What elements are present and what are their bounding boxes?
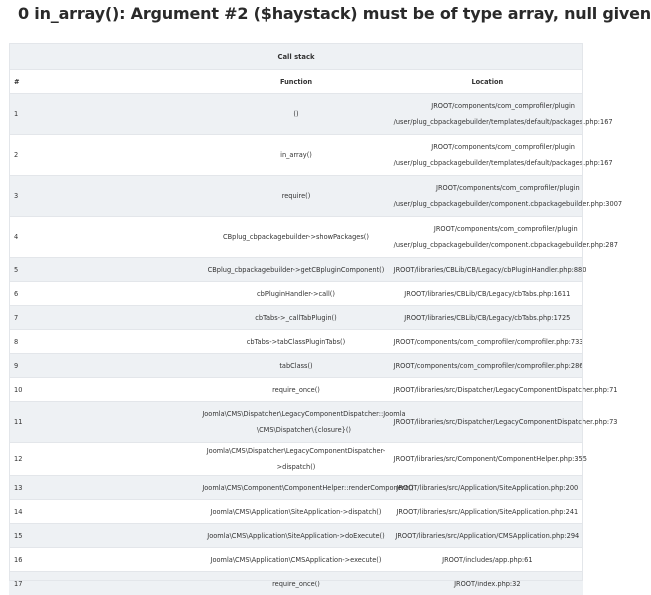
frame-function-cell (200, 135, 391, 176)
frame-function: Joomla\CMS\Dispatcher\LegacyComponentDispatcher->dispatch() (202, 443, 389, 475)
stack-frame-row (9, 282, 583, 306)
frame-function: Joomla\CMS\Application\SiteApplication->doExecute() (207, 528, 384, 544)
frame-function: in_array() (280, 147, 312, 163)
call-stack-caption: Call stack (9, 44, 583, 70)
call-stack-header-row (9, 70, 583, 94)
frame-function: cbTabs->_callTabPlugin() (255, 310, 336, 326)
frame-function-cell (200, 217, 391, 258)
frame-function: require() (282, 188, 311, 204)
frame-location-cell (392, 258, 583, 282)
frame-location: JROOT/components/com_comprofiler/plugin /user/plug_cbpackagebuilder/templates/default/packages.php:167 (394, 98, 613, 130)
frame-number: 13 (9, 476, 200, 500)
frame-location-cell (392, 94, 583, 135)
frame-location-cell (392, 402, 583, 443)
frame-function: () (293, 106, 298, 122)
frame-location-cell (392, 176, 583, 217)
frame-number: 7 (9, 306, 200, 330)
frame-location: JROOT/includes/app.php:61 (442, 552, 532, 568)
column-header-location: Location (392, 70, 583, 94)
frame-location: JROOT/index.php:32 (454, 576, 520, 592)
error-title: 0 in_array(): Argument #2 ($haystack) must be of type array, null given (18, 4, 651, 23)
frame-function-cell (200, 500, 391, 524)
stack-frame-row (9, 306, 583, 330)
frame-number: 17 (9, 572, 200, 595)
frame-location-cell (392, 330, 583, 354)
frame-number: 11 (9, 402, 200, 443)
frame-location: JROOT/libraries/src/Dispatcher/LegacyComponentDispatcher.php:71 (394, 382, 618, 398)
frame-number: 12 (9, 443, 200, 476)
frame-location: JROOT/libraries/CBLib/CB/Legacy/cbTabs.php:1611 (404, 286, 570, 302)
frame-number: 3 (9, 176, 200, 217)
call-stack-caption-row (9, 44, 583, 70)
frame-number: 14 (9, 500, 200, 524)
stack-frame-row (9, 135, 583, 176)
stack-frame-row (9, 402, 583, 443)
frame-number: 1 (9, 94, 200, 135)
stack-frame-row (9, 330, 583, 354)
frame-number: 5 (9, 258, 200, 282)
frame-location-cell (392, 354, 583, 378)
call-stack-table (9, 43, 583, 595)
frame-location: JROOT/libraries/CBLib/CB/Legacy/cbTabs.php:1725 (404, 310, 570, 326)
frame-location: JROOT/components/com_comprofiler/plugin /user/plug_cbpackagebuilder/templates/default/packages.php:167 (394, 139, 613, 171)
frame-function: cbTabs->tabClassPluginTabs() (247, 334, 345, 350)
frame-location-cell (392, 524, 583, 548)
stack-frame-row (9, 476, 583, 500)
frame-function-cell (200, 282, 391, 306)
frame-function-cell (200, 378, 391, 402)
stack-frame-row (9, 94, 583, 135)
frame-number: 2 (9, 135, 200, 176)
stack-frame-row (9, 217, 583, 258)
frame-function-cell (200, 572, 391, 595)
frame-function-cell (200, 94, 391, 135)
frame-location-cell (392, 306, 583, 330)
frame-function-cell (200, 524, 391, 548)
frame-function-cell (200, 402, 391, 443)
frame-function: CBplug_cbpackagebuilder->showPackages() (223, 229, 369, 245)
frame-number: 8 (9, 330, 200, 354)
column-header-number: # (9, 70, 200, 94)
frame-function-cell (200, 443, 391, 476)
frame-location-cell (392, 572, 583, 595)
frame-function-cell (200, 354, 391, 378)
frame-function: tabClass() (279, 358, 312, 374)
frame-number: 16 (9, 548, 200, 572)
frame-location-cell (392, 500, 583, 524)
frame-number: 9 (9, 354, 200, 378)
stack-frame-row (9, 354, 583, 378)
frame-location: JROOT/libraries/src/Application/SiteApplication.php:241 (396, 504, 578, 520)
frame-function-cell (200, 176, 391, 217)
frame-location: JROOT/components/com_comprofiler/comprofiler.php:733 (394, 334, 584, 350)
frame-function: require_once() (272, 382, 320, 398)
stack-frame-row (9, 572, 583, 595)
frame-location: JROOT/components/com_comprofiler/plugin /user/plug_cbpackagebuilder/component.cbpackagebuilder.php:287 (394, 221, 618, 253)
frame-location: JROOT/components/com_comprofiler/plugin /user/plug_cbpackagebuilder/component.cbpackagebuilder.php:3007 (394, 180, 622, 212)
frame-location-cell (392, 443, 583, 476)
stack-frame-row (9, 443, 583, 476)
stack-frame-row (9, 548, 583, 572)
frame-location: JROOT/libraries/src/Dispatcher/LegacyComponentDispatcher.php:73 (394, 414, 618, 430)
frame-function: cbPluginHandler->call() (257, 286, 335, 302)
stack-frame-row (9, 500, 583, 524)
frame-function: CBplug_cbpackagebuilder->getCBpluginComponent() (208, 262, 385, 278)
frame-function: Joomla\CMS\Component\ComponentHelper::renderComponent() (202, 480, 413, 496)
frame-location: JROOT/libraries/src/Component/ComponentHelper.php:355 (394, 451, 587, 467)
frame-location-cell (392, 282, 583, 306)
frame-location: JROOT/libraries/src/Application/SiteApplication.php:200 (396, 480, 578, 496)
stack-frame-row (9, 524, 583, 548)
frame-location: JROOT/libraries/CBLib/CB/Legacy/cbPluginHandler.php:880 (394, 262, 587, 278)
column-header-function: Function (200, 70, 391, 94)
frame-function-cell (200, 258, 391, 282)
frame-location-cell (392, 548, 583, 572)
frame-location-cell (392, 135, 583, 176)
frame-location: JROOT/libraries/src/Application/CMSApplication.php:294 (395, 528, 579, 544)
frame-function: require_once() (272, 576, 320, 592)
frame-function-cell (200, 548, 391, 572)
frame-location-cell (392, 476, 583, 500)
frame-function-cell (200, 330, 391, 354)
stack-frame-row (9, 258, 583, 282)
stack-frame-row (9, 176, 583, 217)
stack-frame-row (9, 378, 583, 402)
frame-number: 15 (9, 524, 200, 548)
frame-location: JROOT/components/com_comprofiler/comprofiler.php:286 (394, 358, 584, 374)
frame-location-cell (392, 217, 583, 258)
frame-function: Joomla\CMS\Application\SiteApplication->dispatch() (211, 504, 382, 520)
frame-number: 10 (9, 378, 200, 402)
frame-number: 4 (9, 217, 200, 258)
frame-location-cell (392, 378, 583, 402)
frame-function: Joomla\CMS\Dispatcher\LegacyComponentDispatcher::Joomla \CMS\Dispatcher\{closure}() (202, 406, 405, 438)
frame-function-cell (200, 306, 391, 330)
call-stack-body (9, 94, 583, 595)
frame-number: 6 (9, 282, 200, 306)
frame-function: Joomla\CMS\Application\CMSApplication->execute() (211, 552, 382, 568)
frame-function-cell (200, 476, 391, 500)
